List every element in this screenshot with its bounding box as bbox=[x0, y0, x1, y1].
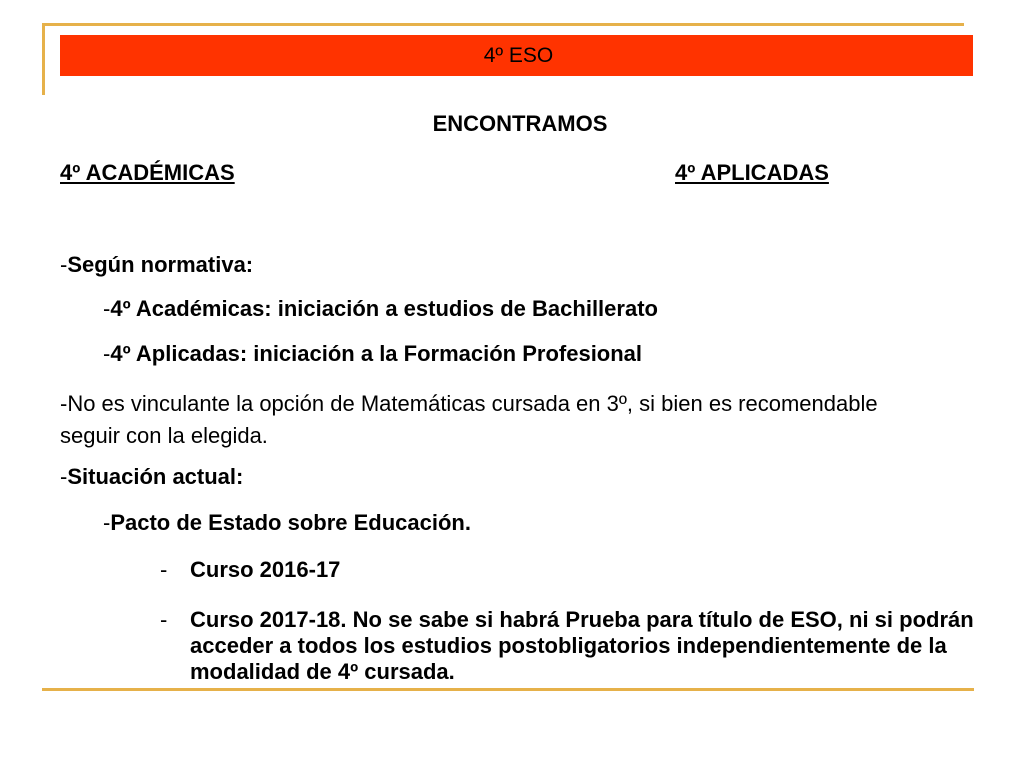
academicas-line bbox=[103, 296, 658, 322]
bullet-curso-2016 bbox=[160, 557, 990, 583]
column-academicas: 4º ACADÉMICAS bbox=[60, 160, 235, 185]
segun-normativa-line bbox=[60, 252, 253, 278]
slide-title: 4º ESO bbox=[483, 43, 554, 67]
pacto-line bbox=[103, 510, 471, 536]
situacion-text: Situación actual: bbox=[67, 464, 244, 489]
aplicadas-line bbox=[103, 341, 642, 367]
no-vinculante-paragraph: -No es vinculante la opción de Matemáticas cursada en 3º, si bien es recomendable seguir con la elegida. bbox=[60, 391, 878, 448]
academicas-text: 4º Académicas: iniciación a estudios de Bachillerato bbox=[110, 296, 658, 321]
dash-prefix: - bbox=[103, 341, 111, 366]
segun-normativa-text: Según normativa: bbox=[67, 252, 254, 277]
frame-left-line bbox=[42, 23, 45, 95]
bullet-dash: - bbox=[160, 557, 168, 582]
bullet-text: Curso 2017-18. No se sabe si habrá Prueba para título de ESO, ni si podrán acceder a todos los estudios postobligatorios independientemente de la modalidad de 4º cursada. bbox=[190, 607, 974, 684]
frame-top-line bbox=[42, 23, 964, 26]
dash-prefix: - bbox=[60, 464, 68, 489]
heading: ENCONTRAMOS bbox=[432, 111, 608, 136]
column-aplicadas: 4º APLICADAS bbox=[675, 160, 829, 185]
pacto-text: Pacto de Estado sobre Educación. bbox=[110, 510, 471, 535]
bullet-dash: - bbox=[160, 607, 168, 632]
dash-prefix: - bbox=[103, 296, 111, 321]
bullet-text: Curso 2016-17 bbox=[190, 557, 341, 582]
aplicadas-text: 4º Aplicadas: iniciación a la Formación Profesional bbox=[110, 341, 643, 366]
bullet-curso-2017 bbox=[160, 607, 990, 685]
dash-prefix: - bbox=[103, 510, 111, 535]
frame-bottom-line bbox=[42, 688, 974, 691]
title-bar bbox=[60, 35, 973, 76]
dash-prefix: - bbox=[60, 252, 68, 277]
situacion-line bbox=[60, 464, 243, 490]
